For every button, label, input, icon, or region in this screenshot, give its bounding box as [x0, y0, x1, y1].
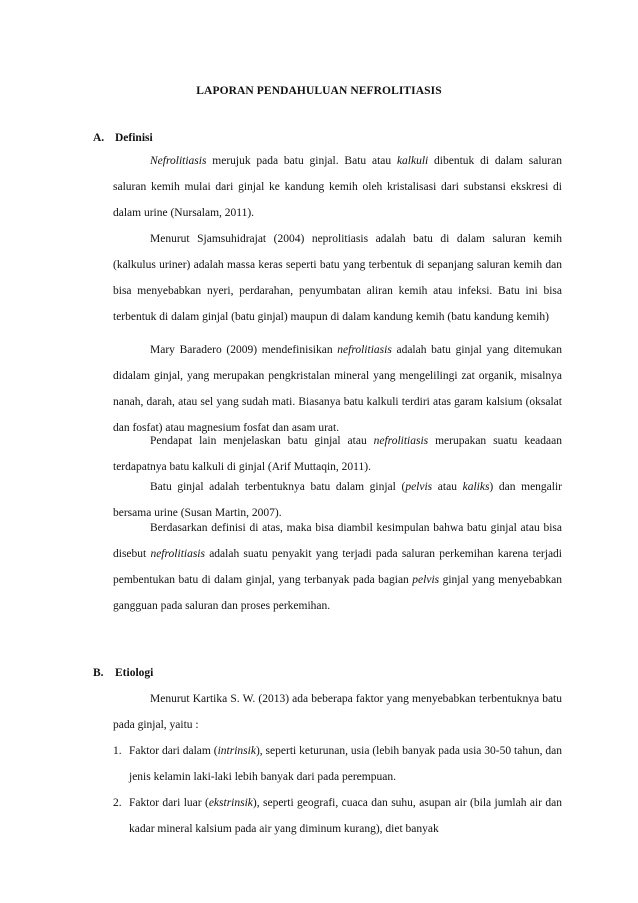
text-run: ) dan mengalir bersama urine (Susan Martin, 2007).	[113, 481, 563, 519]
italic-term: intrinsik	[217, 745, 256, 757]
paragraph	[113, 686, 562, 738]
section-label: B.	[93, 667, 104, 679]
section-heading-definisi	[93, 132, 153, 144]
italic-term: kalkuli	[396, 155, 429, 167]
text-run: Mary Baradero (2009) mendefinisikan	[150, 344, 338, 356]
text-run: Faktor dari luar (	[129, 797, 209, 809]
text-run: dibentuk di dalam saluran saluran kemih mulai dari ginjal ke kandung kemih oleh kristalisasi dari substansi ekskresi di dalam urine (Nursalam, 2011).	[113, 155, 562, 219]
text-run: adalah batu ginjal yang ditemukan didalam ginjal, yang merupakan pengkristalan mineral yang mengelilingi zat organik, misalnya nanah, darah, atau sel yang sudah mati. Biasanya batu kalkuli terdiri atas garam kalsium (oksalat dan fosfat) atau magnesium fosfat dan asam urat.	[113, 344, 562, 434]
paragraph	[113, 337, 562, 441]
italic-term: kaliks	[462, 481, 490, 493]
document-title: LAPORAN PENDAHULUAN NEFROLITIASIS	[196, 85, 442, 97]
text-run: Menurut Sjamsuhidrajat (2004) neprolitiasis adalah batu di dalam saluran kemih (kalkulus uriner) adalah massa keras seperti batu yang terbentuk di sepanjang saluran kemih dan bisa menyebabkan nyeri, perdarahan, penyumbatan aliran kemih atau infeksi. Batu ini bisa terbentuk di dalam ginjal (batu ginjal) maupun di dalam kandung kemih (batu kandung kemih)	[113, 233, 562, 323]
section-title: Definisi	[115, 132, 153, 144]
list-number: 1.	[113, 745, 122, 757]
text-run: Pendapat lain menjelaskan batu ginjal atau	[150, 435, 374, 447]
italic-term: pelvis	[412, 574, 440, 586]
section-label: A.	[93, 132, 105, 144]
italic-term: pelvis	[405, 481, 433, 493]
paragraph	[113, 226, 562, 330]
text-run: ginjal yang menyebabkan gangguan pada saluran dan proses perkemihan.	[113, 574, 562, 612]
list-number: 2.	[113, 797, 122, 809]
text-run: merupakan suatu keadaan terdapatnya batu kalkuli di ginjal (Arif Muttaqin, 2011).	[113, 435, 562, 473]
list-item	[113, 738, 562, 790]
text-run: atau	[432, 481, 463, 493]
text-run: Batu ginjal adalah terbentuknya batu dalam ginjal (	[150, 481, 406, 493]
section-title: Etiologi	[115, 667, 154, 679]
list-text	[129, 797, 562, 835]
italic-term: nefrolitiasis	[337, 344, 392, 356]
factor-list	[113, 738, 562, 842]
paragraph	[113, 515, 562, 619]
section-heading-etiologi	[93, 667, 153, 679]
italic-term: nefrolitiasis	[150, 548, 205, 560]
text-run: Berdasarkan definisi di atas, maka bisa diambil kesimpulan bahwa batu ginjal atau bisa disebut	[113, 522, 562, 560]
text-run: ), seperti keturunan, usia (lebih banyak pada usia 30-50 tahun, dan jenis kelamin laki-laki lebih banyak dari pada perempuan.	[129, 745, 562, 783]
list-text	[129, 745, 562, 783]
text-run: merujuk pada batu ginjal. Batu atau	[206, 155, 397, 167]
text-run: Faktor dari dalam (	[129, 745, 218, 757]
italic-term: ekstrinsik	[208, 797, 253, 809]
text-run: Menurut Kartika S. W. (2013) ada beberapa faktor yang menyebabkan terbentuknya batu pada ginjal, yaitu :	[113, 693, 562, 731]
list-item	[113, 790, 562, 842]
italic-term: Nefrolitiasis	[150, 155, 207, 167]
paragraph	[113, 148, 562, 226]
text-run: ), seperti geografi, cuaca dan suhu, asupan air (bila jumlah air dan kadar mineral kalsium pada air yang diminum kurang), diet banyak	[129, 797, 562, 835]
italic-term: nefrolitiasis	[373, 435, 429, 447]
paragraph	[113, 428, 562, 480]
text-run: adalah suatu penyakit yang terjadi pada saluran perkemihan karena terjadi pembentukan batu di dalam ginjal, yang terbanyak pada bagian	[113, 548, 562, 586]
